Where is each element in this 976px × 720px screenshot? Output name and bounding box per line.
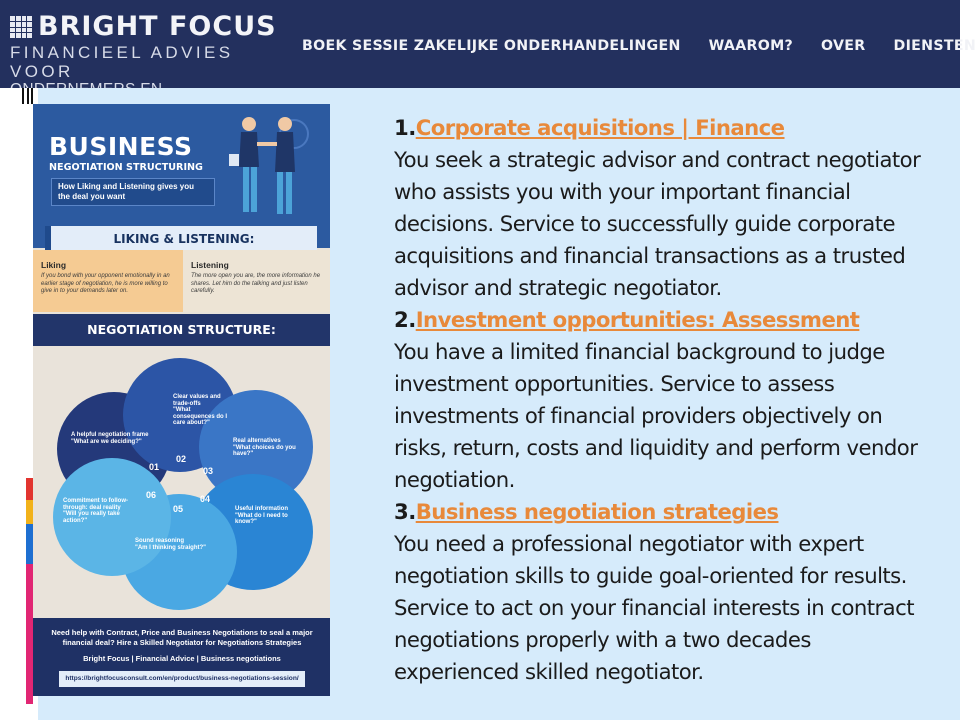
service-item [394,304,934,496]
nav-item-services[interactable]: DIENSTEN [893,38,976,54]
negotiation-steps-diagram [33,346,330,616]
service-number: 3. [394,499,416,524]
service-number: 2. [394,307,416,332]
liking-listening-banner: LIKING & LISTENING: [45,226,317,252]
nav-item-about[interactable]: OVER [821,38,866,54]
step-number-03: 03 [203,466,214,476]
step-text-02: Clear values and trade-offs "What consequences do I care about?" [173,394,228,426]
listening-box [183,250,330,312]
service-description: You have a limited financial background to judge investment opportunities. Service to assess investments of financial providers objectively on risks, return, costs and liquidity and perform vendor negotiation. [394,339,918,492]
infographic-tagline: How Liking and Listening gives you the deal you want [51,178,215,206]
negotiation-infographic[interactable] [33,104,330,696]
listening-title: Listening [191,260,229,270]
step-text-04: Useful information "What do I need to know?" [235,506,289,525]
service-link-investment-opportunities[interactable]: Investment opportunities: Assessment [415,307,860,332]
service-description: You seek a strategic advisor and contract negotiator who assists you with your important financial decisions. Service to successfully guide corporate acquisitions and financial transactions as a trusted advisor and strategic negotiator. [394,147,921,300]
accent-stripe-yellow [26,500,33,524]
footer-url: https://brightfocusconsult.com/en/product/business-negotiations-session/ [59,671,305,687]
step-text-01: A helpful negotiation frame "What are we deciding?" [71,432,149,445]
step-number-04: 04 [200,494,211,504]
nav-item-book-session[interactable]: BOEK SESSIE ZAKELIJKE ONDERHANDELINGEN [302,38,681,54]
listening-text: The more open you are, the more information he shares. Let him do the talking and just listen carefully. [191,273,321,294]
step-number-05: 05 [173,504,184,514]
services-list [394,112,934,688]
step-text-03: Real alternatives "What choices do you have?" [233,438,296,457]
negotiation-structure-banner: NEGOTIATION STRUCTURE: [33,314,330,346]
step-text-05: Sound reasoning "Am I thinking straight?" [135,538,207,551]
brand-name: BRIGHT FOCUS [38,11,277,42]
infographic-footer [33,618,330,696]
handshake-people-illustration [219,112,319,222]
accent-stripe-blue [26,524,33,564]
main-nav [302,38,976,54]
liking-box [33,250,183,312]
step-number-02: 02 [176,454,187,464]
cursor-marks [18,88,38,104]
service-link-negotiation-strategies[interactable]: Business negotiation strategies [415,499,779,524]
accent-stripe-pink [26,564,33,704]
service-item [394,112,934,304]
infographic-title: BUSINESS [49,132,193,161]
site-header [0,0,976,88]
step-number-01: 01 [149,462,160,472]
liking-title: Liking [41,260,67,270]
infographic-subtitle: NEGOTIATION STRUCTURING [49,162,203,173]
liking-text: If you bond with your opponent emotionally in an earlier stage of negotiation, he is more willing to give in to your demands later on. [41,273,170,294]
logo-grid-icon [10,16,32,38]
footer-cta-text: Need help with Contract, Price and Business Negotiations to seal a major financial deal? Hire a Skilled Negotiator for Negotiations Strategies [51,628,313,647]
step-text-06: Commitment to follow-through: deal reality "Will you really take action?" [63,498,128,524]
footer-brand-line: Bright Focus | Financial Advice | Business negotiations [83,654,281,663]
accent-stripe-red [26,478,33,500]
nav-item-why[interactable]: WAAROM? [708,38,794,54]
service-description: You need a professional negotiator with expert negotiation skills to guide goal-oriented for results. Service to act on your financial interests in contract negotiations properly with a two decades experienced skilled negotiator. [394,531,914,684]
service-number: 1. [394,115,416,140]
service-item [394,496,934,688]
step-number-06: 06 [146,490,157,500]
service-link-corporate-acquisitions[interactable]: Corporate acquisitions | Finance [415,115,785,140]
brand-tagline-line1: FINANCIEEL ADVIES VOOR [10,43,234,81]
